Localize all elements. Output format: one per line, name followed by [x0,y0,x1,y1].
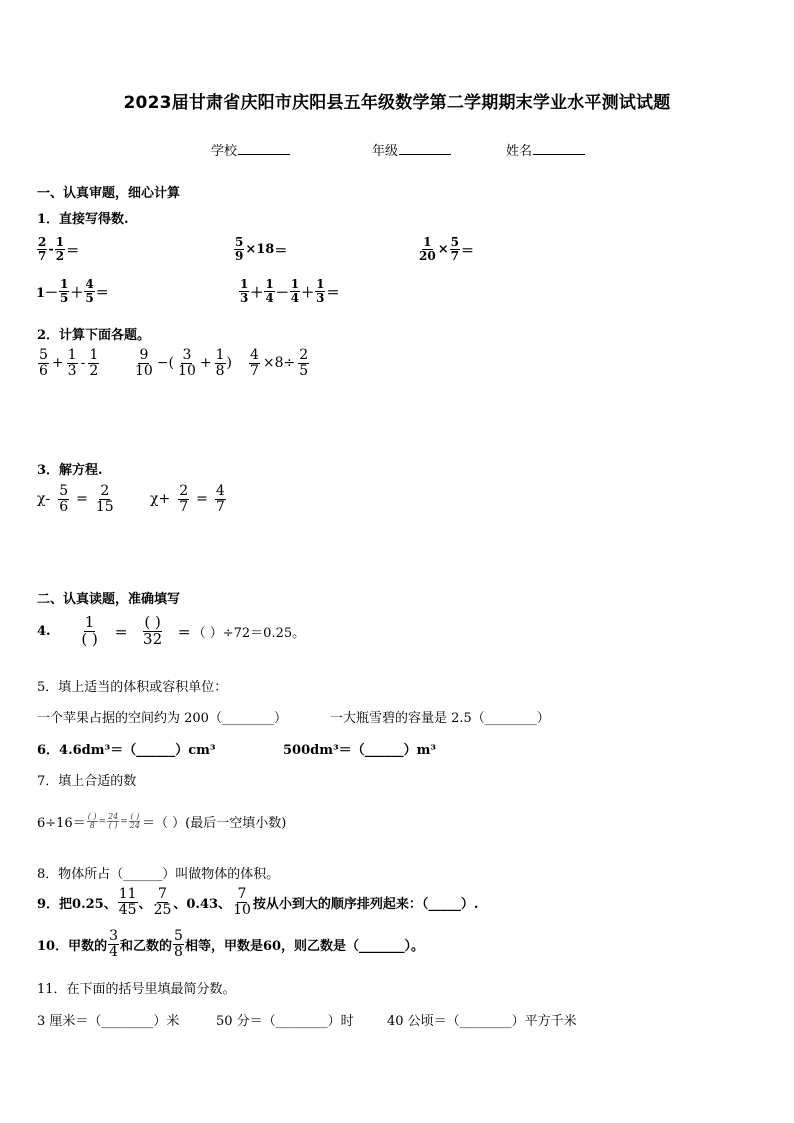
numerator: 1 [265,277,274,291]
q11-item-3[interactable]: 40 公顷＝（________）平方千米 [387,1014,577,1029]
q3-equation-1: χ- $\frac{5}{6}$ = $\frac{2}{15}$ [37,483,114,515]
denominator: 2 [89,362,99,379]
fraction [418,236,437,262]
numerator: 1 [55,235,65,249]
numerator: 1 [316,277,325,291]
denominator: 9 [235,248,244,263]
q2-expr-3: $\frac{4}{7}$ ×8÷ $\frac{2}{5}$ [250,347,309,379]
fraction [239,278,249,304]
numerator: 5 [450,235,459,249]
numerator: 4 [250,347,259,363]
numerator: 1 [60,277,69,291]
fraction [88,348,99,378]
fraction [55,236,65,262]
q9[interactable]: 9．把0.25、 $\frac{11}{45}$ 、 $\frac{7}{25}$ 、0.43、 $\frac{7}{10}$ 按从小到大的顺序排列起来：（_____）. [37,886,479,918]
q1-item-5: $\frac{1}{3}$ ＋ $\frac{1}{4}$ － $\frac{1}{4}$ ＋ $\frac{1}{3}$ ＝ [240,277,340,305]
fraction [68,615,112,648]
denominator: 7 [38,248,47,263]
denominator: 5 [60,290,69,305]
denominator: 10 [178,362,196,379]
fraction [131,615,175,648]
numerator: 3 [109,928,119,944]
fraction [67,348,78,378]
q4-answer-blank[interactable]: （ ）÷72＝0.25。 [192,625,306,641]
numerator: 11 [118,886,137,902]
q1-item-2: $\frac{5}{9}$ ×18 ＝ [235,235,288,263]
fraction [58,484,69,514]
numerator: 9 [139,347,149,363]
denominator: 25 [153,901,172,918]
numerator: 1 [67,347,77,363]
q5-item-apple[interactable]: 一个苹果占据的空间约为 200（________） [37,711,287,726]
denominator: 3 [67,362,77,379]
numerator: 24 [108,811,119,821]
fraction [173,929,184,959]
numerator: 4 [215,483,225,499]
denominator: 6 [59,498,69,515]
q2-expr-1: $\frac{5}{6}$ + $\frac{1}{3}$ - $\frac{1}{2}$ [39,347,99,379]
fraction [177,348,197,378]
grade-blank[interactable] [399,142,451,155]
fraction [59,278,69,304]
numerator: 1 [89,347,99,363]
name-label: 姓名 [506,144,533,159]
denominator: 32 [143,629,163,648]
denominator: 5 [85,290,94,305]
page-title: 2023届甘肃省庆阳市庆阳县五年级数学第二学期期末学业水平测试试题 [123,93,671,113]
fraction [249,348,260,378]
name-blank[interactable] [533,142,585,155]
numerator: 5 [59,483,69,499]
q2-label: 2．计算下面各题。 [37,328,151,343]
q11-item-1[interactable]: 3 厘米＝（________）米 [37,1014,180,1029]
fraction [95,484,115,514]
q10[interactable]: 10．甲数的 $\frac{3}{4}$ 和乙数的 $\frac{5}{8}$ 相等，甲数是60，则乙数是（_______）。 [37,928,425,960]
q8[interactable]: 8．物体所占（______）叫做物体的体积。 [37,867,280,882]
numerator: 1 [84,613,95,631]
fraction [215,484,226,514]
fraction [108,929,119,959]
numerator: 7 [158,886,167,902]
fraction [118,887,138,917]
numerator: 2 [179,483,189,499]
q7-expression[interactable]: 6÷16＝ $\frac{( )}{8}$ = $\frac{24}{( )}$ = $\frac{( )}{24}$ ＝（ ）(最后一空填小数) [37,811,287,831]
q7-label: 7．填上合适的数 [37,774,137,789]
denominator: 7 [179,498,189,515]
numerator: 1 [215,347,225,363]
fraction [264,278,274,304]
q1-item-3: $\frac{1}{20}$ × $\frac{5}{7}$ ＝ [419,235,474,263]
fraction [38,348,49,378]
q11-label: 11．在下面的括号里填最简分数。 [37,982,236,997]
fraction [107,813,119,831]
denominator: 3 [240,290,249,305]
denominator: 6 [39,362,48,379]
q3-equation-2: χ+ $\frac{2}{7}$ = $\frac{4}{7}$ [150,483,225,515]
numerator: 5 [235,235,244,249]
q2-expr-2: $\frac{9}{10}$ −( $\frac{3}{10}$ + $\frac{1}{8}$ ) [135,347,232,379]
numerator: 2 [299,347,309,363]
q1-item-1: $\frac{2}{7}$ - $\frac{1}{2}$ ＝ [38,235,80,263]
denominator: 4 [290,290,300,305]
fraction [215,348,226,378]
denominator: 7 [450,248,459,263]
fraction [234,236,244,262]
school-field[interactable] [211,140,290,159]
denominator: 4 [265,290,274,305]
q6-item-1[interactable]: 6．4.6dm³＝（______）cm³ [37,743,216,758]
fraction [134,348,154,378]
denominator: 8 [174,943,183,960]
denominator: 4 [109,943,119,960]
denominator: 15 [95,498,114,515]
fraction [84,278,94,304]
q5-label: 5．填上适当的体积或容积单位： [37,680,228,695]
numerator: ( ) [130,811,140,821]
school-blank[interactable] [238,142,290,155]
fraction [450,236,460,262]
numerator: 4 [85,277,94,291]
numerator: ( ) [87,811,97,821]
q5-item-sprite[interactable]: 一大瓶雪碧的容量是 2.5（________） [330,711,550,726]
numerator: 7 [237,886,247,902]
numerator: 1 [423,235,432,249]
denominator: 5 [299,362,309,379]
q4: 4. $\frac{1}{( )}$ ＝ $\frac{( )}{32}$ ＝ （ ）÷72＝0.25。 [37,613,306,648]
fraction [298,348,309,378]
denominator: 20 [419,248,436,263]
q1-label: 1．直接写得数. [37,212,129,227]
fraction [87,813,98,831]
fraction [153,887,173,917]
numerator: 1 [290,277,300,291]
denominator: 7 [215,498,225,515]
numerator: 5 [174,928,183,944]
denominator: 7 [250,362,259,379]
section1-heading: 一、认真审题，细心计算 [37,186,181,201]
grade-field[interactable] [372,140,451,159]
q6-item-2[interactable]: 500dm³＝（______）m³ [283,743,437,758]
fraction [37,236,47,262]
fraction [178,484,189,514]
q11-item-2[interactable]: 50 分＝（________）时 [216,1014,354,1029]
school-label: 学校 [211,144,238,159]
denominator: 10 [135,362,153,379]
name-field[interactable] [506,140,585,159]
denominator: ( ) [108,821,118,830]
denominator: 45 [118,901,137,918]
numerator: 2 [38,235,47,249]
fraction [232,887,252,917]
fraction [315,278,325,304]
q1-item-4: 1－ $\frac{1}{5}$ ＋ $\frac{4}{5}$ ＝ [36,277,109,305]
q3-label: 3．解方程. [37,463,103,478]
numerator: 3 [182,347,192,363]
denominator: 3 [316,290,325,305]
denominator: 10 [233,901,251,918]
denominator: 8 [89,821,95,830]
fraction [290,278,300,304]
numerator: 2 [100,483,110,499]
numerator: 5 [39,347,48,363]
fraction [129,813,141,831]
section2-heading: 二、认真读题，准确填写 [37,592,181,607]
denominator: 8 [215,362,225,379]
denominator: 24 [129,821,140,830]
denominator: 2 [55,248,65,263]
grade-label: 年级 [372,144,399,159]
numerator: 1 [240,277,249,291]
denominator: ( ) [81,629,98,648]
numerator: ( ) [144,613,161,631]
